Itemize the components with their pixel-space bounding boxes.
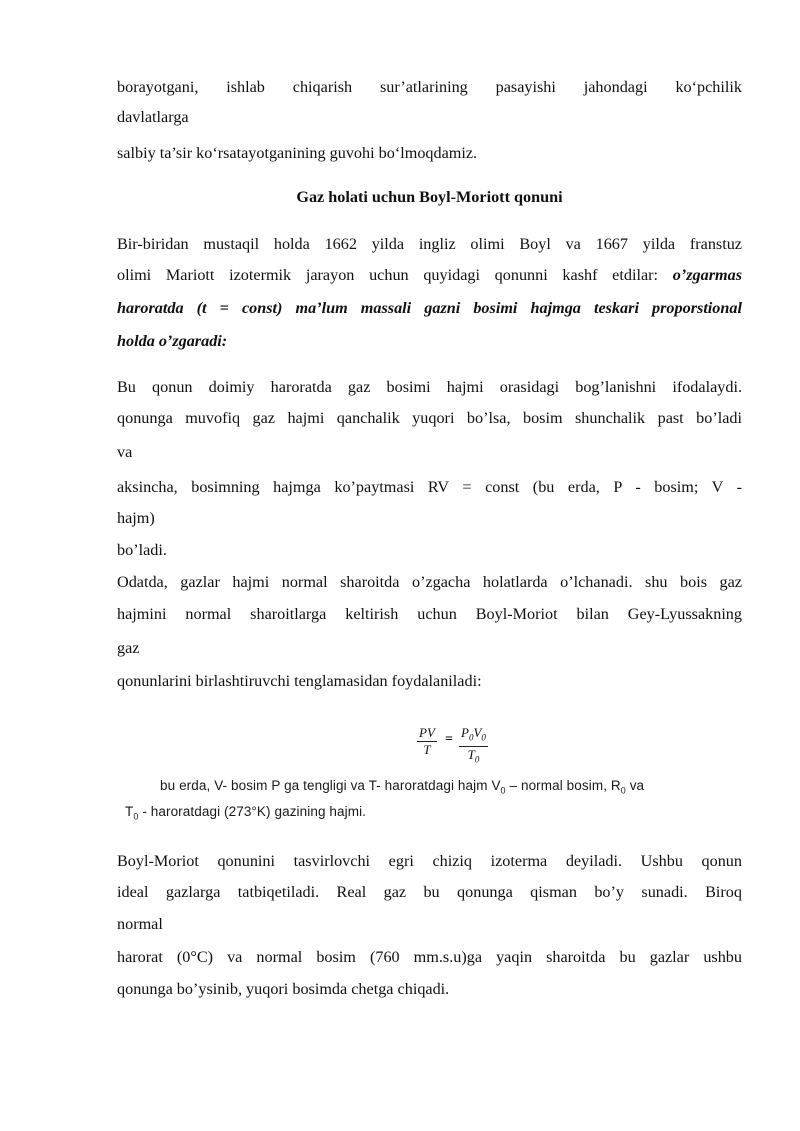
paragraph-1-line-3: salbiy ta’sir ko‘rsatayotganining guvohi bo‘lmoqdamiz. (117, 144, 478, 162)
formula-t0-symbol: T (467, 746, 475, 762)
section-heading: Gaz holati uchun Boyl-Moriott qonuni (296, 188, 563, 206)
paragraph-4-line-4: qonunlarini birlashtiruvchi tenglamasidan foydalaniladi: (117, 672, 482, 690)
paragraph-1-line-2: davlatlarga (117, 108, 189, 126)
paragraph-5-line-5: qonunga bo’ysinib, yuqori bosimda chetga chiqadi. (117, 980, 450, 998)
formula-legend-line-1 (160, 778, 644, 796)
paragraph-1-line-1: borayotgani, ishlab chiqarish sur’atlarining pasayishi jahondagi ko‘pchilik (117, 78, 742, 96)
formula-right-denominator (459, 747, 488, 767)
formula-p0-subscript: 0 (468, 732, 474, 743)
legend-line-1-text-a: bu erda, V- bosim P ga tengligi va T- haroratdagi hajm V (160, 778, 501, 793)
formula-equals: = (445, 732, 453, 747)
paragraph-2-line-4: holda o’zgaradi: (117, 332, 228, 350)
legend-line-1-text-c: va (625, 778, 645, 793)
paragraph-3-line-6: bo’ladi. (117, 541, 167, 559)
formula-left-numerator: PV (419, 725, 435, 740)
paragraph-3-line-1: Bu qonun doimiy haroratda gaz bosimi hajmi orasidagi bog’lanishni ifodalaydi. (117, 378, 742, 396)
paragraph-5-line-2: ideal gazlarga tatbiqetiladi. Real gaz bu qonunga qisman bo’y sunadi. Biroq (117, 883, 742, 901)
formula-right-numerator (459, 726, 488, 747)
paragraph-2-line-1: Bir-biridan mustaqil holda 1662 yilda ingliz olimi Boyl va 1667 yilda franstuz (117, 235, 742, 253)
paragraph-2-emphasis-start: o’zgarmas (672, 266, 742, 284)
formula-t0-subscript: 0 (474, 754, 480, 765)
paragraph-4-line-2: hajmini normal sharoitlarga keltirish uchun Boyl-Moriot bilan Gey-Lyussakning (117, 605, 742, 623)
paragraph-4-line-3: gaz (117, 639, 140, 657)
legend-line-1-text-b: – normal bosim, R (505, 778, 621, 793)
formula-left-denominator: T (423, 742, 431, 757)
formula-block (117, 720, 742, 830)
formula-right-fraction (459, 726, 488, 766)
formula-legend-line-2 (125, 804, 366, 822)
legend-r0-subscript: 0 (620, 785, 626, 796)
paragraph-2-line-3: haroratda (t = const) ma’lum massali gazni bosimi hajmga teskari proporstional (117, 299, 742, 317)
paragraph-4-line-1: Odatda, gazlar hajmi normal sharoitda o’zgacha holatlarda o’lchanadi. shu bois gaz (117, 573, 742, 591)
paragraph-2-line-2-text: olimi Mariott izotermik jarayon uchun quyidagi qonunni kashf etdilar: (117, 266, 673, 284)
paragraph-3-line-4: aksincha, bosimning hajmga ko’paytmasi RV = const (bu erda, P - bosim; V - (117, 478, 742, 496)
legend-line-2-text-b: - haroratdagi (273°K) gazining hajmi. (138, 804, 367, 819)
paragraph-3-line-2: qonunga muvofiq gaz hajmi qanchalik yuqori bo’lsa, bosim shunchalik past bo’ladi (117, 409, 742, 427)
formula-v0-subscript: 0 (481, 732, 486, 743)
paragraph-5-line-4: harorat (0°C) va normal bosim (760 mm.s.u)ga yaqin sharoitda bu gazlar ushbu (117, 948, 742, 966)
paragraph-2-line-2 (117, 265, 742, 285)
legend-v0-subscript: 0 (500, 785, 506, 796)
paragraph-5-line-3: normal (117, 915, 163, 933)
legend-line-2-text-a: T (125, 804, 134, 819)
formula-v0-symbol: V (473, 725, 482, 740)
legend-t0-subscript: 0 (133, 811, 139, 822)
formula-left-fraction (417, 726, 437, 757)
paragraph-3-line-5: hajm) (117, 509, 155, 527)
paragraph-5-line-1: Boyl-Moriot qonunini tasvirlovchi egri chiziq izoterma deyiladi. Ushbu qonun (117, 852, 742, 870)
paragraph-3-line-3: va (117, 443, 133, 461)
formula-p0-symbol: P (461, 725, 469, 740)
